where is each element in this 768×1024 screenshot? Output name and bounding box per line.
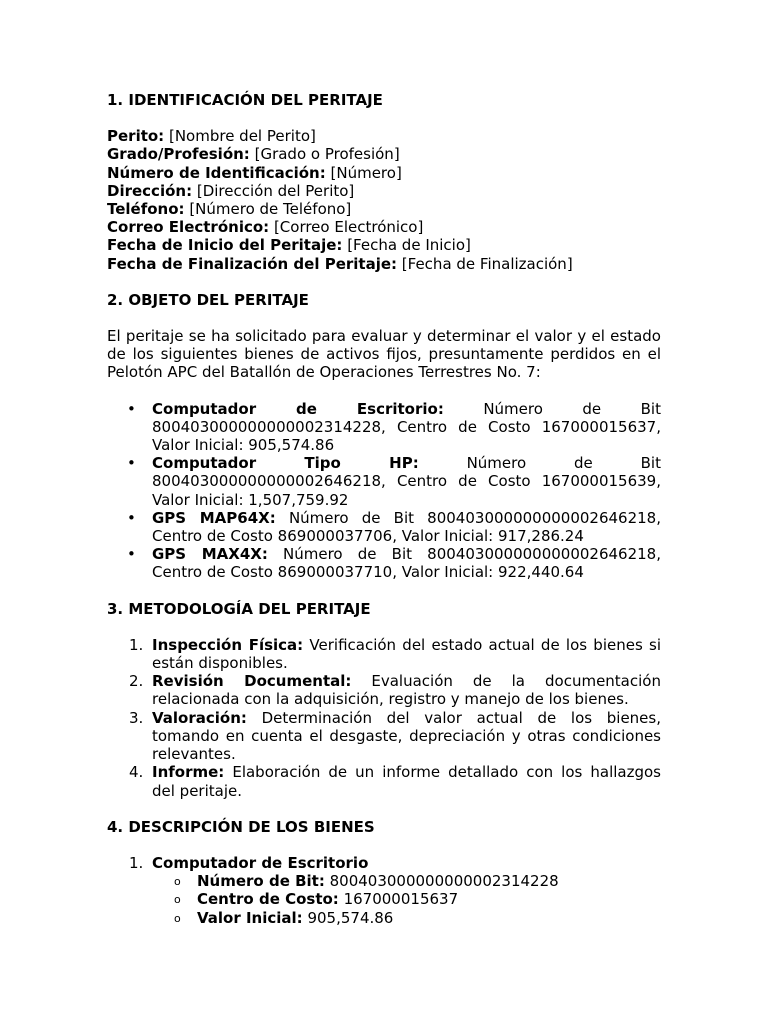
detail-value: 905,574.86 xyxy=(307,908,394,927)
detail-list xyxy=(107,872,661,927)
field-direccion xyxy=(107,182,661,200)
item-number: 1. xyxy=(129,635,144,654)
field-value: [Fecha de Inicio] xyxy=(347,236,471,255)
detail-item xyxy=(152,909,661,927)
metodologia-list xyxy=(107,636,661,800)
item-number: 1. xyxy=(129,853,144,872)
field-label: Teléfono: xyxy=(107,200,185,219)
section-identificacion xyxy=(107,91,661,273)
spacer xyxy=(107,582,661,600)
item-text: Número de Bit 800403000000000002646218, Centro de Costo 869000037710, Valor Inicial: 922,440.64 xyxy=(152,545,661,582)
objeto-intro: El peritaje se ha solicitado para evaluar y determinar el valor y el estado de los siguientes bienes de activos fijos, presuntamente perdidos en el Pelotón APC del Batallón de Operaciones Terrestres No. 7: xyxy=(107,327,661,382)
bienes-list xyxy=(107,400,661,582)
field-label: Correo Electrónico: xyxy=(107,218,270,237)
list-item xyxy=(107,672,661,708)
field-correo xyxy=(107,218,661,236)
field-label: Número de Identificación: xyxy=(107,163,326,182)
item-label: Computador Tipo HP: xyxy=(152,454,419,473)
circle-bullet-icon: o xyxy=(174,911,181,925)
section-heading: 2. OBJETO DEL PERITAJE xyxy=(107,290,309,309)
detail-value: 800403000000000002314228 xyxy=(329,872,559,891)
spacer xyxy=(107,836,661,854)
bullet-icon: • xyxy=(127,508,136,527)
section-heading: 3. METODOLOGÍA DEL PERITAJE xyxy=(107,599,371,618)
field-label: Dirección: xyxy=(107,181,193,200)
item-title: Computador de Escritorio xyxy=(152,853,369,872)
item-text: Verificación del estado actual de los bienes si están disponibles. xyxy=(152,635,661,673)
list-item xyxy=(107,454,661,509)
list-item xyxy=(107,545,661,581)
circle-bullet-icon: o xyxy=(174,893,181,907)
item-text: Número de Bit 800403000000000002646218, Centro de Costo 167000015639, Valor Inicial: 1,507,759.92 xyxy=(152,454,661,509)
field-numero-identificacion xyxy=(107,164,661,182)
list-item xyxy=(107,763,661,799)
item-label: GPS MAX4X: xyxy=(152,545,268,564)
section-descripcion xyxy=(107,818,661,927)
list-item xyxy=(107,636,661,672)
field-label: Perito: xyxy=(107,127,165,146)
item-text: Número de Bit 800403000000000002314228, Centro de Costo 167000015637, Valor Inicial: 905,574.86 xyxy=(152,399,661,455)
field-grado xyxy=(107,145,661,163)
field-label: Grado/Profesión: xyxy=(107,145,250,164)
field-value: [Número] xyxy=(330,163,402,182)
section-objeto xyxy=(107,291,661,582)
field-value: [Grado o Profesión] xyxy=(254,145,400,164)
bullet-icon: • xyxy=(127,399,136,418)
field-value: [Fecha de Finalización] xyxy=(401,254,573,273)
field-perito xyxy=(107,127,661,145)
item-label: Valoración: xyxy=(152,708,247,727)
field-label: Fecha de Finalización del Peritaje: xyxy=(107,254,398,273)
detail-label: Número de Bit: xyxy=(197,872,325,891)
spacer xyxy=(107,800,661,818)
item-text: Evaluación de la documentación relacionada con la adquisición, registro y manejo de los bienes. xyxy=(152,672,661,709)
bullet-icon: • xyxy=(127,454,136,473)
spacer xyxy=(107,309,661,327)
descripcion-list xyxy=(107,854,661,872)
list-item xyxy=(107,400,661,455)
item-number: 4. xyxy=(129,763,144,782)
section-metodologia xyxy=(107,600,661,800)
field-fecha-finalizacion xyxy=(107,255,661,273)
spacer xyxy=(107,273,661,291)
item-number: 2. xyxy=(129,672,144,691)
item-number: 3. xyxy=(129,708,144,727)
list-item xyxy=(107,709,661,764)
item-text: Determinación del valor actual de los bienes, tomando en cuenta el desgaste, depreciación y otras condiciones relevantes. xyxy=(152,708,661,764)
field-fecha-inicio xyxy=(107,236,661,254)
document-page xyxy=(107,91,661,927)
detail-value: 167000015637 xyxy=(343,890,459,909)
spacer xyxy=(107,618,661,636)
spacer xyxy=(107,382,661,400)
item-label: Informe: xyxy=(152,763,225,782)
item-text: Número de Bit 800403000000000002646218, Centro de Costo 869000037706, Valor Inicial: 917,286.24 xyxy=(152,508,661,546)
detail-item xyxy=(152,890,661,908)
field-value: [Número de Teléfono] xyxy=(189,200,352,219)
bullet-icon: • xyxy=(127,545,136,564)
field-value: [Nombre del Perito] xyxy=(168,127,316,146)
section-heading: 1. IDENTIFICACIÓN DEL PERITAJE xyxy=(107,91,383,109)
circle-bullet-icon: o xyxy=(174,875,181,889)
list-item xyxy=(107,854,661,872)
field-value: [Correo Electrónico] xyxy=(273,218,424,237)
field-telefono xyxy=(107,200,661,218)
item-label: GPS MAP64X: xyxy=(152,508,276,527)
detail-label: Centro de Costo: xyxy=(197,890,339,909)
item-label: Inspección Física: xyxy=(152,635,304,654)
list-item xyxy=(107,509,661,545)
field-value: [Dirección del Perito] xyxy=(196,181,355,200)
detail-label: Valor Inicial: xyxy=(197,908,303,927)
field-label: Fecha de Inicio del Peritaje: xyxy=(107,236,343,255)
item-label: Computador de Escritorio: xyxy=(152,399,444,418)
detail-item xyxy=(152,872,661,890)
item-text: Elaboración de un informe detallado con los hallazgos del peritaje. xyxy=(152,763,661,800)
item-label: Revisión Documental: xyxy=(152,672,352,691)
section-heading: 4. DESCRIPCIÓN DE LOS BIENES xyxy=(107,817,375,836)
